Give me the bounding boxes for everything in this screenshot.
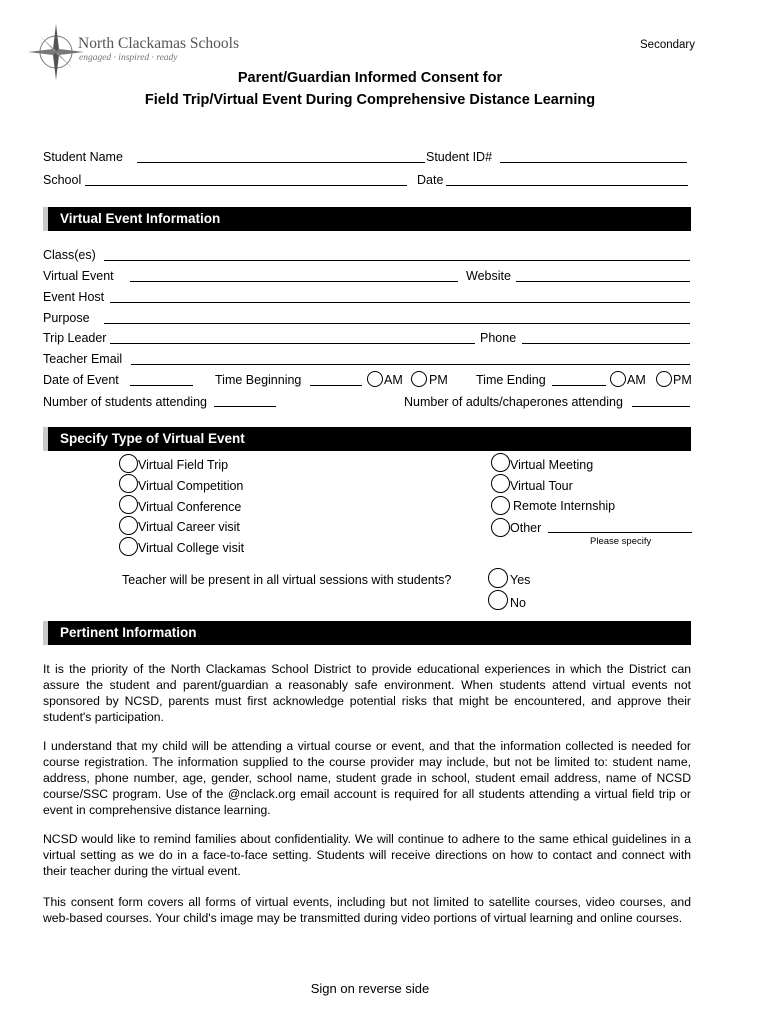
teacher-present-no-label: No [510,596,526,610]
option-other-field[interactable] [548,532,692,533]
option-remote-internship-radio[interactable] [491,496,510,515]
pertinent-paragraph-3: NCSD would like to remind families about confidentiality. We will continue to adhere to the same ethical guidelines in a virtual setting as we do in a face-to-face setting. Students will receive directions on how to contact and connect with their teacher during the virtual event. [43,832,691,878]
event-type-heading-text: Specify Type of Virtual Event [60,431,245,446]
website-label: Website [466,269,511,283]
students-attending-label: Number of students attending [43,395,207,409]
please-specify-note: Please specify [590,536,652,547]
student-name-field[interactable] [137,162,425,163]
time-ending-am-radio[interactable] [610,371,626,387]
time-ending-label: Time Ending [476,373,546,387]
date-field[interactable] [446,185,688,186]
form-title-line-1: Parent/Guardian Informed Consent for [237,70,503,86]
virtual-event-info-heading-text: Virtual Event Information [60,211,221,226]
student-id-field[interactable] [500,162,687,163]
event-host-label: Event Host [43,290,105,304]
virtual-event-label: Virtual Event [43,269,114,283]
trip-leader-field[interactable] [110,343,475,344]
option-virtual-tour-radio[interactable] [491,474,510,493]
event-type-heading [43,427,691,451]
org-tagline: engaged · inspired · ready [79,53,178,63]
pertinent-paragraph-4: This consent form covers all forms of virtual events, including but not limited to satellite courses, video courses, and web-based courses. Your child's image may be transmitted during video portions of virtual learning and online courses. [43,895,691,925]
option-virtual-meeting-radio[interactable] [491,453,510,472]
option-other-label: Other [510,521,542,535]
teacher-email-field[interactable] [131,364,690,365]
secondary-label: Secondary [640,39,695,51]
time-beginning-field[interactable] [310,385,362,386]
teacher-present-no-radio[interactable] [488,590,508,610]
pertinent-info-heading-text: Pertinent Information [60,625,197,640]
option-virtual-tour-label: Virtual Tour [510,479,573,493]
virtual-event-info-heading [43,207,691,231]
time-ending-am-label: AM [627,373,646,387]
teacher-present-question: Teacher will be present in all virtual sessions with students? [122,573,452,587]
pertinent-paragraph-1: It is the priority of the North Clackamas School District to provide educational experiences in which the District can assure the student and parent/guardian a reasonably safe environment. When students attend virtual events not sponsored by NCSD, parents must first acknowledge potential risks that might be encountered, and approve their student's participation. [43,662,691,724]
option-virtual-career-visit-label: Virtual Career visit [138,520,240,534]
form-title-line-2: Field Trip/Virtual Event During Comprehensive Distance Learning [144,92,596,108]
school-field[interactable] [85,185,407,186]
option-virtual-college-visit-radio[interactable] [119,537,138,556]
phone-label: Phone [480,331,517,345]
pertinent-info-heading [43,621,691,645]
time-beginning-pm-radio[interactable] [411,371,427,387]
option-virtual-career-visit-radio[interactable] [119,516,138,535]
sign-reverse-note: Sign on reverse side [310,981,430,996]
website-field[interactable] [516,281,690,282]
virtual-event-field[interactable] [130,281,458,282]
date-of-event-label: Date of Event [43,373,119,387]
option-remote-internship-label: Remote Internship [513,499,616,513]
option-virtual-conference-label: Virtual Conference [138,500,242,514]
date-of-event-field[interactable] [130,385,193,386]
students-attending-field[interactable] [214,406,276,407]
time-ending-field[interactable] [552,385,606,386]
option-virtual-college-visit-label: Virtual College visit [138,541,245,555]
purpose-field[interactable] [104,323,690,324]
option-other-radio[interactable] [491,518,510,537]
org-name: North Clackamas Schools [78,35,240,52]
option-virtual-conference-radio[interactable] [119,495,138,514]
option-virtual-field-trip-radio[interactable] [119,454,138,473]
option-virtual-field-trip-label: Virtual Field Trip [138,458,229,472]
date-label: Date [417,173,444,187]
phone-field[interactable] [522,343,690,344]
school-label: School [43,173,82,187]
purpose-label: Purpose [43,311,90,325]
teacher-email-label: Teacher Email [43,352,123,366]
classes-label: Class(es) [43,248,96,262]
time-beginning-pm-label: PM [429,373,448,387]
adults-attending-label: Number of adults/chaperones attending [404,395,623,409]
teacher-present-yes-label: Yes [510,573,531,587]
student-id-label: Student ID# [426,150,493,164]
student-name-label: Student Name [43,150,123,164]
time-beginning-am-radio[interactable] [367,371,383,387]
event-host-field[interactable] [110,302,690,303]
time-ending-pm-radio[interactable] [656,371,672,387]
option-virtual-competition-radio[interactable] [119,474,138,493]
time-ending-pm-label: PM [673,373,692,387]
trip-leader-label: Trip Leader [43,331,107,345]
time-beginning-am-label: AM [384,373,403,387]
pertinent-paragraph-2: I understand that my child will be attending a virtual course or event, and that the information collected is needed for course registration. The information supplied to the course provider may include, but not be limited to: student name, address, phone number, age, gender, school name, student grade in school, student email address, name of NCSD course/SSC program. Use of the @nclack.org email account is required for all students attending a virtual field trip or event in comprehensive distance learning. [43,739,691,817]
time-beginning-label: Time Beginning [215,373,302,387]
adults-attending-field[interactable] [632,406,690,407]
option-virtual-meeting-label: Virtual Meeting [510,458,594,472]
option-virtual-competition-label: Virtual Competition [138,479,244,493]
teacher-present-yes-radio[interactable] [488,568,508,588]
classes-field[interactable] [104,260,690,261]
